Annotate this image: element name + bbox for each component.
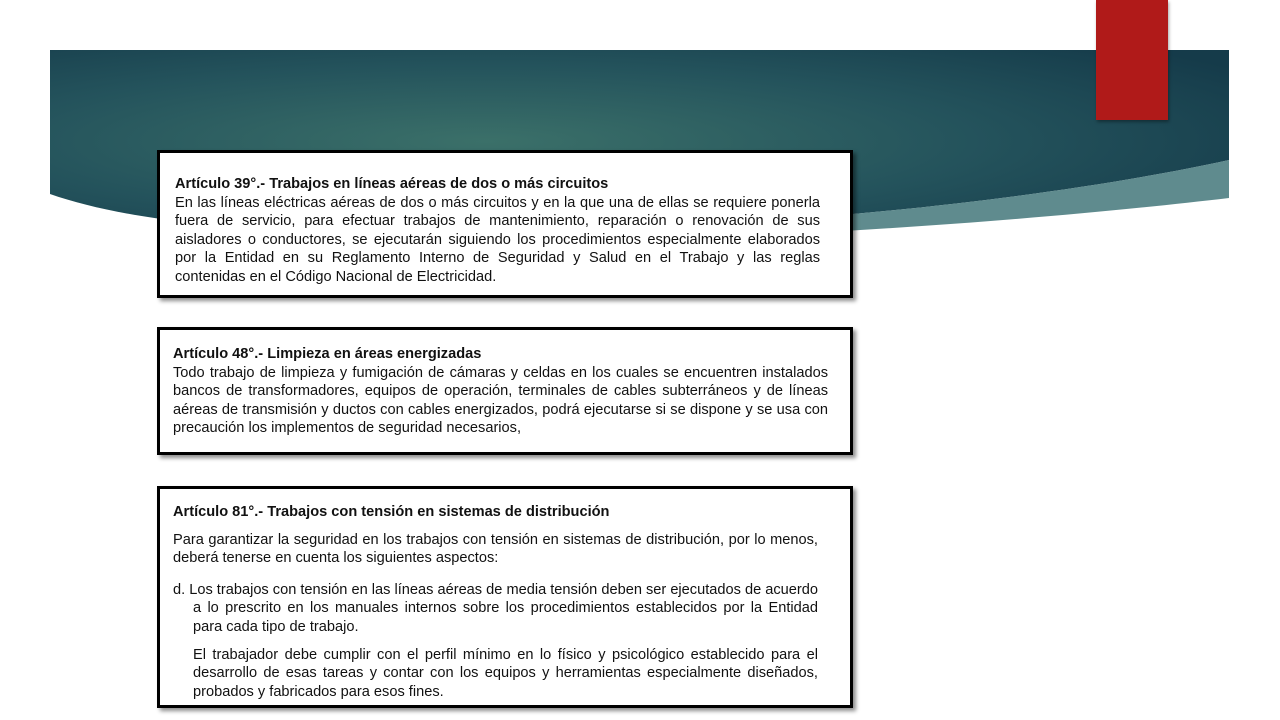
article-48-body: Todo trabajo de limpieza y fumigación de cámaras y celdas en los cuales se encuentren instalados bancos de transformadores, equipos de operación, terminales de cables subterráneos y de líneas aéreas de transmisión y ductos con cables energizados, podrá ejecutarse si se dispone y se usa con precaución los implementos de seguridad necesarios, <box>173 364 828 437</box>
red-accent-tab <box>1096 0 1168 120</box>
article-81-title: Artículo 81°.- Trabajos con tensión en sistemas de distribución <box>173 504 610 520</box>
article-39-title: Artículo 39°.- Trabajos en líneas aéreas de dos o más circuitos <box>175 176 609 192</box>
article-81-item-d: d. Los trabajos con tensión en las líneas aéreas de media tensión deben ser ejecutados de acuerdo a lo prescrito en los manuales internos sobre los procedimientos establecidos por la Entidad para cada tipo de trabajo. <box>173 581 818 635</box>
article-48-box <box>157 327 853 455</box>
article-39-body: En las líneas eléctricas aéreas de dos o más circuitos y en la que una de ellas se requiere ponerla fuera de servicio, para efectuar trabajos de mantenimiento, reparación o renovación de sus aisladores o conductores, se ejecutarán siguiendo los procedimientos especialmente elaborados por la Entidad en su Reglamento Interno de Seguridad y Salud en el Trabajo y las reglas contenidas en el Código Nacional de Electricidad. <box>175 194 820 285</box>
article-48-title: Artículo 48°.- Limpieza en áreas energizadas <box>173 346 482 362</box>
article-39-box <box>157 150 853 298</box>
article-81-note: El trabajador debe cumplir con el perfil mínimo en lo físico y psicológico establecido para el desarrollo de esas tareas y contar con los equipos y herramientas especialmente diseñados, probados y fabricados para esos fines. <box>193 646 818 700</box>
article-81-box <box>157 486 853 708</box>
article-81-intro: Para garantizar la seguridad en los trabajos con tensión en sistemas de distribución, por lo menos, deberá tenerse en cuenta los siguientes aspectos: <box>173 531 818 567</box>
